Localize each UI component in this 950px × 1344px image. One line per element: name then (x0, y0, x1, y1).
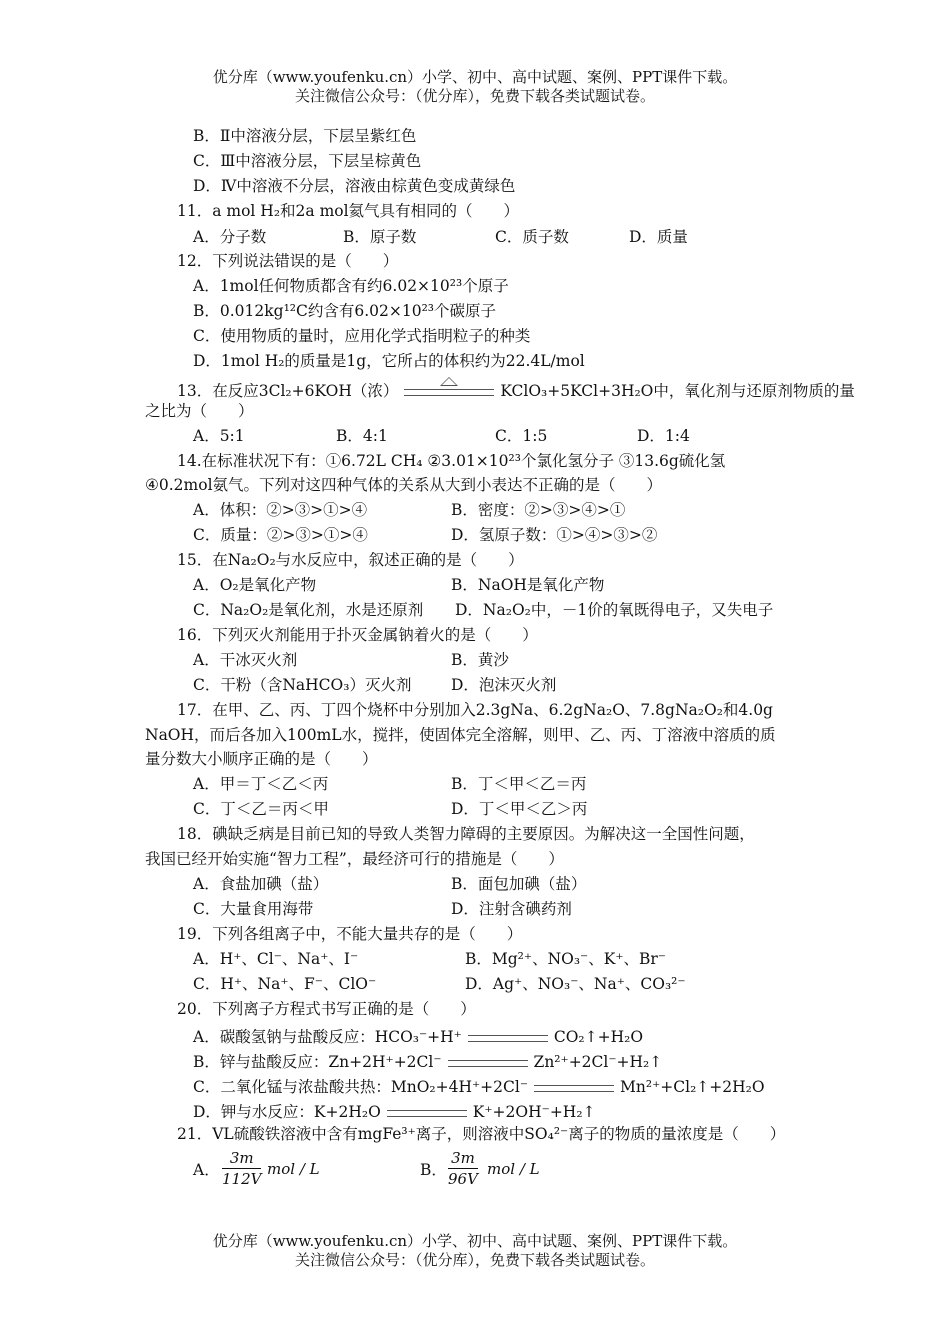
q17-stem-2: NaOH，而后各加入100mL水，搅拌，使固体完全溶解，则甲、乙、丙、丁溶液中溶质的质 (145, 726, 776, 744)
q10-option-c: C．Ⅲ中溶液分层，下层呈棕黄色 (193, 152, 422, 170)
q17-option-d: D．丁＜甲＜乙＞丙 (451, 800, 588, 818)
q15-option-c: C．Na₂O₂是氧化剂，水是还原剂 (193, 601, 424, 619)
q19-option-d: D．Ag⁺、NO₃⁻、Na⁺、CO₃²⁻ (465, 975, 686, 993)
q11-option-d: D．质量 (629, 228, 688, 246)
q12-option-c: C．使用物质的量时，应用化学式指明粒子的种类 (193, 327, 531, 345)
q20-d-right: K⁺+2OH⁻+H₂↑ (472, 1103, 596, 1121)
q21-b-unit: mol / L (487, 1160, 540, 1178)
q15-options-2 (193, 600, 813, 620)
q18-option-d: D．注射含碘药剂 (451, 900, 572, 918)
q13-stem-left: 13．在反应3Cl₂+6KOH（浓） (177, 382, 399, 400)
q13-option-c: C．1:5 (495, 427, 548, 445)
q13-options (193, 426, 813, 446)
q16-options-2 (193, 675, 813, 695)
equals-sign (468, 1035, 548, 1042)
q12-option-b: B．0.012kg¹²C约含有6.02×10²³个碳原子 (193, 302, 497, 320)
q18-stem-1: 18．碘缺乏病是目前已知的导致人类智力障碍的主要原因。为解决这一全国性问题， (177, 825, 755, 843)
q18-option-a: A．食盐加碘（盐） (193, 875, 329, 893)
q10-option-d: D．Ⅳ中溶液不分层，溶液由棕黄色变成黄绿色 (193, 177, 516, 195)
q11-option-b: B．原子数 (343, 228, 417, 246)
q15-option-a: A．O₂是氧化产物 (193, 576, 317, 594)
q18-options-1 (193, 874, 813, 894)
q19-option-a: A．H⁺、Cl⁻、Na⁺、I⁻ (193, 950, 359, 968)
q16-option-c: C．干粉（含NaHCO₃）灭火剂 (193, 676, 412, 694)
q17-option-b: B．丁＜甲＜乙＝丙 (451, 775, 587, 793)
q14-option-c: C．质量：②>③>①>④ (193, 526, 368, 544)
q18-stem-2: 我国已经开始实施“智力工程”，最经济可行的措施是（ ） (145, 850, 564, 868)
q14-options-2 (193, 525, 813, 545)
q21-option-a-fraction (222, 1148, 261, 1189)
q16-option-d: D．泡沫灭火剂 (451, 676, 557, 694)
q20-option-b (193, 1052, 662, 1072)
header-line-1: 优分库（www.youfenku.cn）小学、初中、高中试题、案例、PPT课件下载。 (212, 68, 738, 86)
q13-stem (177, 381, 855, 401)
q14-options-1 (193, 500, 813, 520)
q16-stem: 16．下列灭火剂能用于扑灭金属钠着火的是（ ） (177, 626, 538, 644)
equals-sign (448, 1060, 528, 1067)
q19-options-2 (193, 974, 813, 994)
q20-c-left: C．二氧化锰与浓盐酸共热：MnO₂+4H⁺+2Cl⁻ (193, 1078, 529, 1096)
q11-options (193, 227, 813, 247)
q20-c-right: Mn²⁺+Cl₂↑+2H₂O (620, 1078, 765, 1096)
q19-option-b: B．Mg²⁺、NO₃⁻、K⁺、Br⁻ (465, 950, 666, 968)
q21-option-b-fraction (448, 1148, 478, 1189)
q20-option-a (193, 1027, 643, 1047)
q21-a-numerator: 3m (222, 1148, 261, 1169)
q20-a-left: A．碳酸氢钠与盐酸反应：HCO₃⁻+H⁺ (193, 1028, 462, 1046)
q21-b-numerator: 3m (448, 1148, 478, 1169)
q19-option-c: C．H⁺、Na⁺、F⁻、ClO⁻ (193, 975, 377, 993)
q15-option-d: D．Na₂O₂中，－1价的氧既得电子，又失电子 (455, 601, 774, 619)
footer-line-1: 优分库（www.youfenku.cn）小学、初中、高中试题、案例、PPT课件下载。 (212, 1232, 738, 1250)
q20-b-right: Zn²⁺+2Cl⁻+H₂↑ (533, 1053, 663, 1071)
q15-stem: 15．在Na₂O₂与水反应中，叙述正确的是（ ） (177, 551, 524, 569)
q21-b-denominator: 96V (448, 1170, 478, 1188)
q19-options-1 (193, 949, 813, 969)
q21-a-denominator: 112V (222, 1170, 262, 1188)
q17-option-a: A．甲＝丁＜乙＜丙 (193, 775, 329, 793)
q20-option-d (193, 1102, 596, 1122)
q11-stem: 11．a mol H₂和2a mol氦气具有相同的（ ） (177, 202, 520, 220)
q16-option-a: A．干冰灭火剂 (193, 651, 298, 669)
q21-option-b-label: B． (420, 1161, 447, 1179)
q20-a-right: CO₂↑+H₂O (553, 1028, 644, 1046)
q11-option-c: C．质子数 (495, 228, 569, 246)
q15-option-b: B．NaOH是氧化产物 (451, 576, 605, 594)
q17-stem-3: 量分数大小顺序正确的是（ ） (145, 750, 378, 768)
q20-b-left: B．锌与盐酸反应：Zn+2H⁺+2Cl⁻ (193, 1053, 442, 1071)
q12-option-d: D．1mol H₂的质量是1g，它所占的体积约为22.4L/mol (193, 352, 585, 370)
q10-option-b: B．Ⅱ中溶液分层，下层呈紫红色 (193, 127, 417, 145)
q14-option-a: A．体积：②>③>①>④ (193, 501, 368, 519)
q15-options-1 (193, 575, 813, 595)
equals-sign (387, 1110, 467, 1117)
q17-stem-1: 17．在甲、乙、丙、丁四个烧杯中分别加入2.3gNa、6.2gNa₂O、7.8gNa₂O₂和4.0g (177, 701, 773, 719)
q21-option-a-label: A． (193, 1161, 220, 1179)
q14-option-b: B．密度：②>③>④>① (451, 501, 626, 519)
q17-options-1 (193, 774, 813, 794)
q14-option-d: D．氢原子数：①>④>③>② (451, 526, 658, 544)
q18-option-b: B．面包加碘（盐） (451, 875, 587, 893)
q14-stem-2: ④0.2mol氨气。下列对这四种气体的关系从大到小表达不正确的是（ ） (145, 476, 663, 494)
header-line-2: 关注微信公众号：（优分库），免费下载各类试题试卷。 (294, 87, 655, 105)
q13-stem-right: KClO₃+5KCl+3H₂O中，氧化剂与还原剂物质的量 (500, 382, 855, 400)
q14-stem-1: 14.在标准状况下有：①6.72L CH₄ ②3.01×10²³个氯化氢分子 ③13.6g硫化氢 (177, 452, 726, 470)
q17-option-c: C．丁＜乙＝丙＜甲 (193, 800, 329, 818)
q11-option-a: A．分子数 (193, 228, 267, 246)
q20-stem: 20．下列离子方程式书写正确的是（ ） (177, 1000, 476, 1018)
q16-option-b: B．黄沙 (451, 651, 509, 669)
triangle-heat-icon (440, 377, 458, 386)
q20-d-left: D．钾与水反应：K+2H₂O (193, 1103, 381, 1121)
q17-options-2 (193, 799, 813, 819)
heat-equals-sign (404, 389, 494, 396)
q13-option-b: B．4:1 (336, 427, 388, 445)
q16-options-1 (193, 650, 813, 670)
q21-a-unit: mol / L (267, 1160, 320, 1178)
q21-stem: 21．VL硫酸铁溶液中含有mgFe³⁺离子，则溶液中SO₄²⁻离子的物质的量浓度是（ ） (177, 1125, 786, 1143)
q20-option-c (193, 1077, 765, 1097)
q18-options-2 (193, 899, 813, 919)
q19-stem: 19．下列各组离子中，不能大量共存的是（ ） (177, 925, 523, 943)
q12-stem: 12．下列说法错误的是（ ） (177, 252, 399, 270)
q13-stem-cont: 之比为（ ） (145, 402, 254, 420)
q13-option-a: A．5:1 (193, 427, 245, 445)
q12-option-a: A．1mol任何物质都含有约6.02×10²³个原子 (193, 277, 509, 295)
equals-sign (534, 1085, 614, 1092)
q18-option-c: C．大量食用海带 (193, 900, 314, 918)
q13-option-d: D．1:4 (637, 427, 690, 445)
footer-line-2: 关注微信公众号：（优分库），免费下载各类试题试卷。 (294, 1251, 655, 1269)
